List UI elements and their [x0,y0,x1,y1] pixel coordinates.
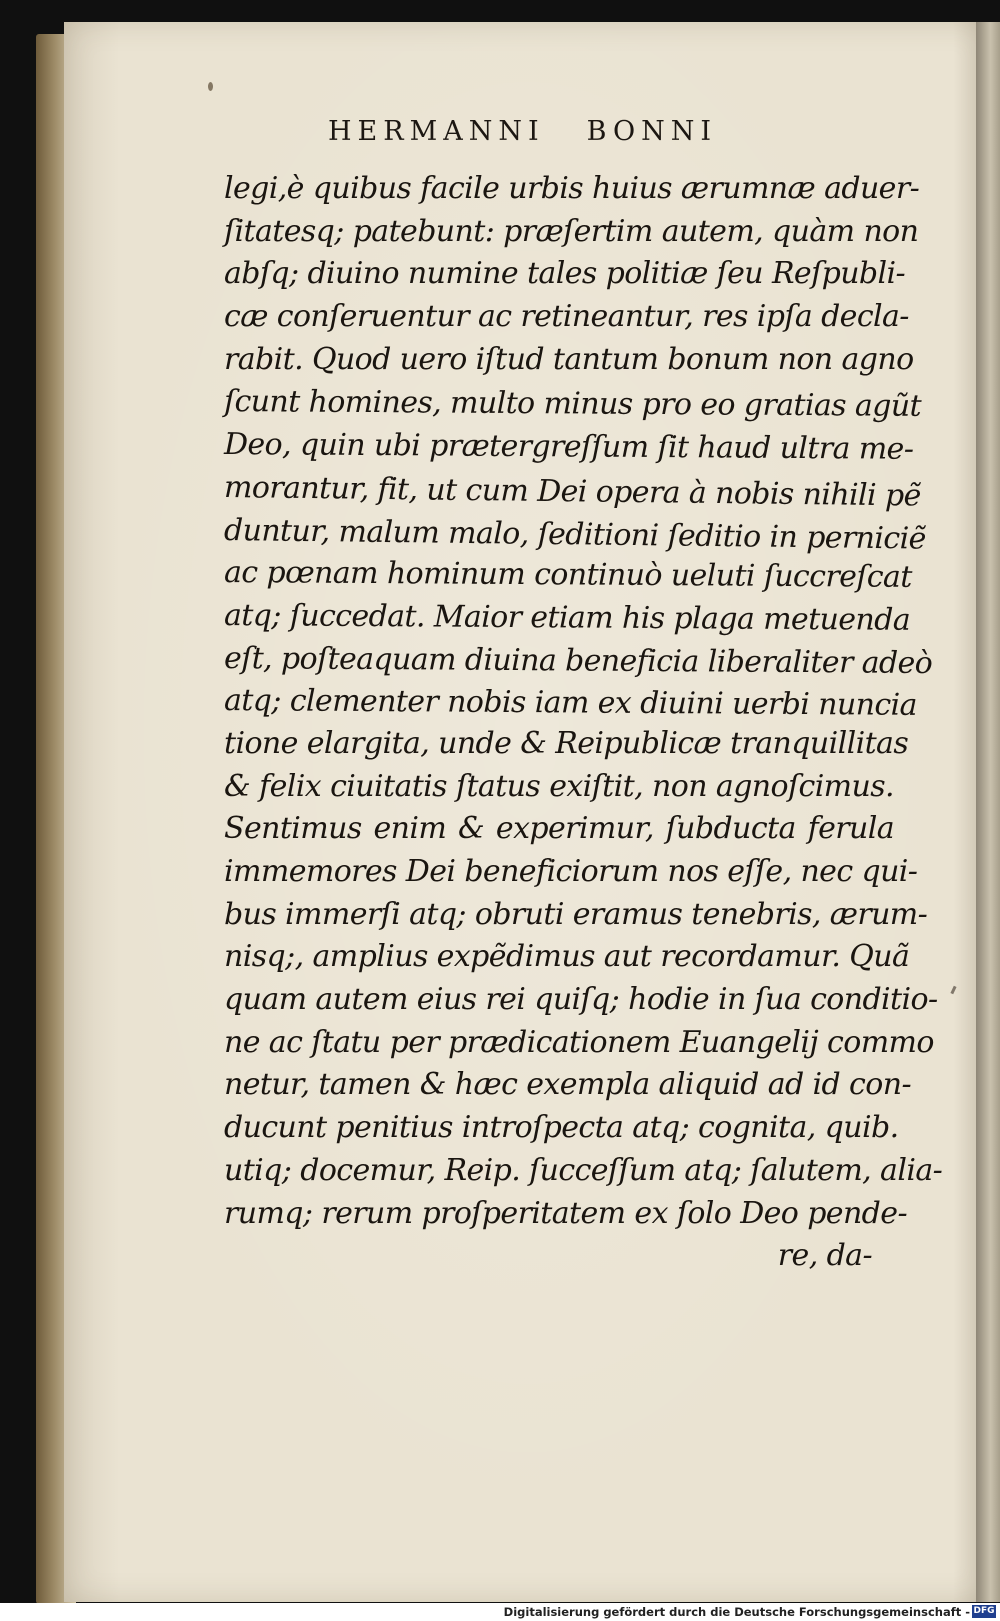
text-line: cæ conſeruentur ac retineantur, res ipſa decla- [224,299,909,335]
catchword: re, da- [777,1238,872,1274]
header-word-2: BONNI [586,116,718,147]
dfg-logo-icon: DFG [973,1606,995,1616]
text-line: tione elargita, unde & Reipublicæ tranquillitas [224,725,909,761]
text-line: atq; clementer nobis iam ex diuini uerbi nuncia [223,683,918,724]
text-line: utiq; docemur, Reip. ſucceſſum atq; ſalutem, alia- [224,1152,943,1188]
header-word-1: HERMANNI [328,116,545,147]
text-line: Sentimus enim & experimur, ſubducta ferula [224,811,894,847]
text-line: Deo, quin ubi prætergreſſum ſit haud ultra me- [223,427,914,467]
text-line: immemores Dei beneficiorum nos eſſe, nec qui- [224,854,918,889]
text-line: rumq; rerum proſperitatem ex ſolo Deo pende- [224,1195,907,1231]
text-line: eſt, poſteaquam diuina beneficia liberaliter adeò [223,640,933,681]
text-line: legi,è quibus facile urbis huius ærumnæ aduer- [224,171,920,206]
ink-spot [208,82,213,91]
text-line: atq; ſuccedat. Maior etiam his plaga metuenda [223,597,911,638]
text-line: abſq; diuino numine tales politiæ ſeu Reſpubli- [224,256,906,292]
text-line: bus immerſi atq; obruti eramus tenebris, ærum- [224,896,928,932]
text-line: ſitatesq; patebunt: præſertim autem, quàm non [224,213,919,249]
text-line: netur, tamen & hæc exempla aliquid ad id con- [224,1067,911,1103]
text-line: ducunt penitius introſpecta atq; cognita, quib. [224,1110,899,1146]
text-line: ac pœnam hominum continuò ueluti ſuccreſcat [223,555,912,595]
running-header [328,116,808,147]
text-line: duntur, malum malo, ſeditioni ſeditio in perniciẽ [223,512,926,557]
text-line: & felix ciuitatis ſtatus exiſtit, non agnoſcimus. [224,768,894,804]
text-line: ne ac ſtatu per prædicationem Euangelij commo [224,1024,934,1060]
text-line: rabit. Quod uero iſtud tantum bonum non agno [224,341,914,377]
body-text [223,168,943,1278]
page-gutter [976,22,1000,1602]
text-line: quam autem eius rei quiſq; hodie in ſua conditio- [224,982,938,1018]
text-line: nisq;, amplius expẽdimus aut recordamur. Quã [224,939,910,975]
digitization-credit: Digitalisierung gefördert durch die Deutsche Forschungsgemeinschaft - [503,1605,970,1619]
text-line: ſcunt homines, multo minus pro eo gratias agũt [223,384,922,425]
text-line: morantur, fit, ut cum Dei opera à nobis nihili pẽ [223,469,921,514]
